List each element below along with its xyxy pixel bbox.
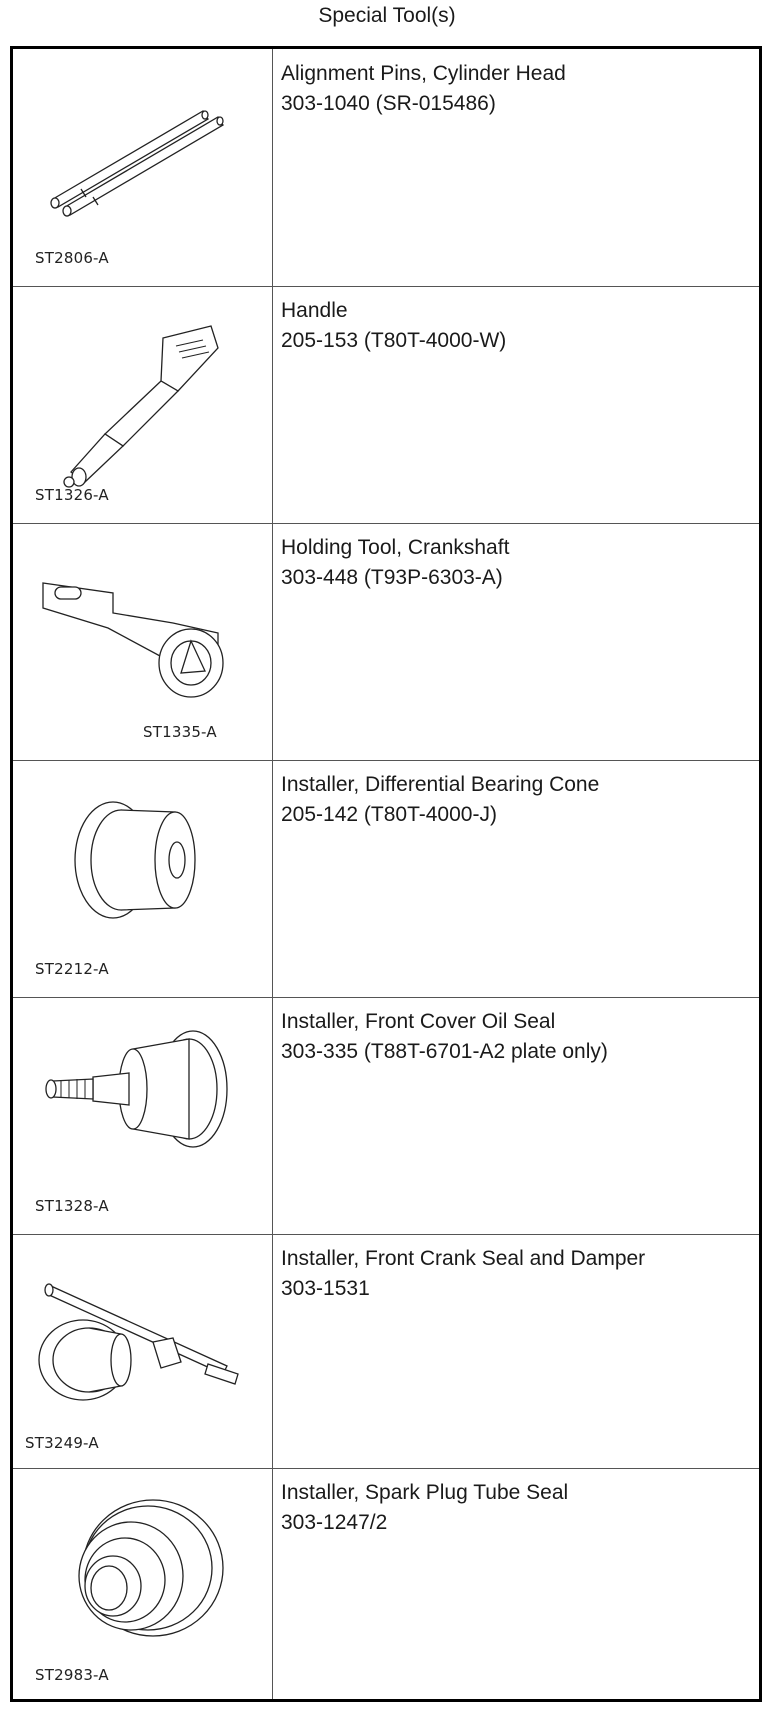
tool-name: Holding Tool, Crankshaft [281,536,510,559]
tool-code: ST1326-A [35,486,109,504]
tool-number: 303-335 (T88T-6701-A2 plate only) [281,1040,608,1063]
tool-code: ST1328-A [35,1197,109,1215]
tool-number: 303-1040 (SR-015486) [281,92,496,115]
tool-code: ST3249-A [25,1434,99,1452]
tool-name: Alignment Pins, Cylinder Head [281,62,566,85]
tool-number: 303-1247/2 [281,1511,388,1534]
tool-number: 205-153 (T80T-4000-W) [281,329,507,352]
tool-name: Installer, Front Cover Oil Seal [281,1010,556,1033]
tool-image-cell [13,523,273,760]
tool-code: ST1335-A [143,723,217,741]
tool-name: Installer, Differential Bearing Cone [281,773,600,796]
special-tools-table [10,46,762,1702]
spark-plug-tube-seal-installer-icon [13,1468,272,1699]
table-row [13,286,759,524]
table-row [13,997,759,1235]
tool-name: Installer, Front Crank Seal and Damper [281,1247,646,1270]
crank-seal-damper-installer-icon [13,1234,272,1468]
tool-code: ST2212-A [35,960,109,978]
tool-code: ST2806-A [35,249,109,267]
table-row [13,1468,759,1699]
tool-image-cell [13,1468,273,1699]
page-title: Special Tool(s) [318,4,456,27]
tool-number: 303-448 (T93P-6303-A) [281,566,503,589]
tool-image-cell [13,997,273,1234]
tool-number: 205-142 (T80T-4000-J) [281,803,497,826]
table-row [13,760,759,998]
tool-image-cell [13,49,273,286]
tool-image-cell [13,1234,273,1468]
table-row [13,49,759,287]
tool-image-cell [13,760,273,997]
tool-name: Installer, Spark Plug Tube Seal [281,1481,569,1504]
table-row [13,1234,759,1469]
tool-number: 303-1531 [281,1277,370,1300]
tool-image-cell [13,286,273,523]
table-row [13,523,759,761]
tool-code: ST2983-A [35,1666,109,1684]
tool-name: Handle [281,299,348,322]
